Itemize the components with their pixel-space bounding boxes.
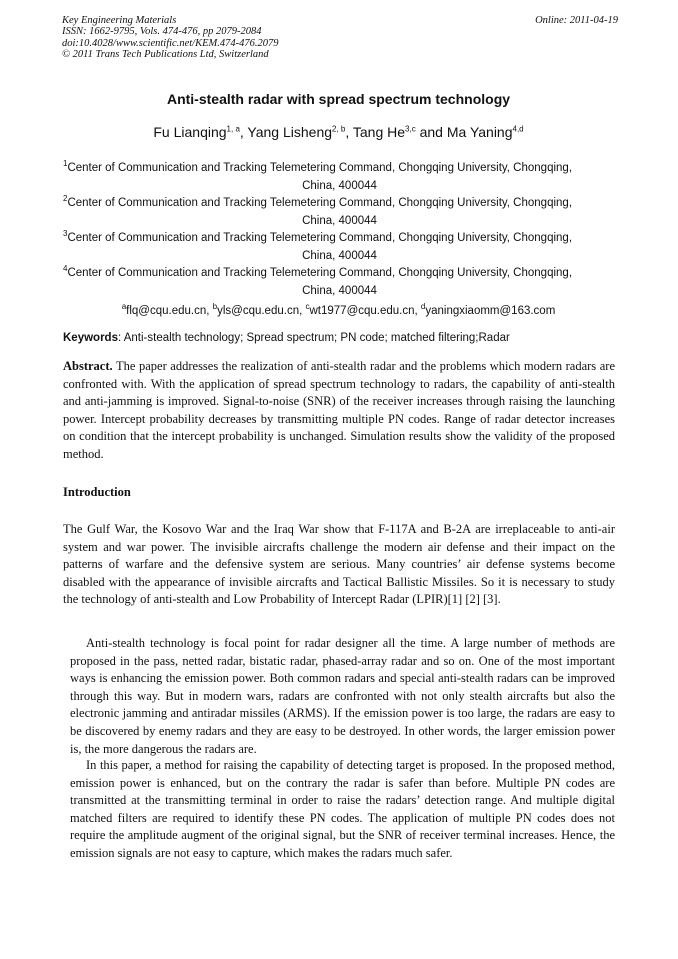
author-separator: , bbox=[239, 124, 248, 140]
affiliation-text: Center of Communication and Tracking Telemetering Command, Chongqing University, Chongqing, bbox=[67, 232, 573, 244]
affiliation-country: China, 400044 bbox=[302, 179, 377, 192]
affiliation-country: China, 400044 bbox=[302, 284, 377, 297]
abstract-text: The paper addresses the realization of anti-stealth radar and the problems which modern radars are confronted with. With the application of spread spectrum technology to radars, the capability of anti-stealth and anti-jamming is improved. Signal-to-noise (SNR) of the receiver increases through raising the launching power. Intercept probability decreases by transmitting multiple PN codes. Range of radar detector increases on condition that the intercept probability is unchanged. Simulation results show the validity of the proposed method. bbox=[63, 359, 615, 461]
author-name: Fu Lianqing bbox=[153, 124, 227, 140]
affiliation-country: China, 400044 bbox=[302, 249, 377, 262]
affiliation-text: Center of Communication and Tracking Telemetering Command, Chongqing University, Chongqing, bbox=[67, 197, 573, 209]
author-name: Tang He bbox=[352, 124, 406, 140]
affiliation-number: 3 bbox=[63, 229, 68, 239]
affiliation bbox=[63, 230, 616, 265]
copyright-line: © 2011 Trans Tech Publications Ltd, Switzerland bbox=[62, 49, 269, 61]
affiliation-number: 1 bbox=[63, 159, 68, 169]
author-name: Yang Lisheng bbox=[247, 124, 333, 140]
doi-line: doi:10.4028/www.scientific.net/KEM.474-476.2079 bbox=[62, 37, 279, 49]
email-superscript: a bbox=[121, 302, 127, 312]
author-superscript: 2, b bbox=[332, 124, 346, 134]
email-superscript: b bbox=[212, 302, 218, 312]
online-date: Online: 2011-04-19 bbox=[535, 15, 618, 26]
keywords-text: : Anti-stealth technology; Spread spectrum; PN code; matched filtering;Radar bbox=[117, 332, 510, 344]
author-superscript: 4,d bbox=[512, 124, 524, 134]
author-separator: , bbox=[345, 124, 353, 140]
abstract bbox=[63, 358, 615, 464]
affiliation-text: Center of Communication and Tracking Telemetering Command, Chongqing University, Chongqing, bbox=[67, 162, 573, 174]
paragraph: In this paper, a method for raising the capability of detecting target is proposed. In the proposed method, emission power is enhanced, but on the contrary the radar is safer than before. Multiple PN codes are transmitted at the transmitting terminal in order to raise the radars’ detection range. And multiple digital matched filters are required to identify these PN codes. The application of multiple PN codes does not require the amplitude augment of the original signal, but the SNR of receiver terminal increases. Hence, the emission signals are not easy to capture, which makes the radars much safer. bbox=[70, 758, 615, 860]
keywords-label: Keywords bbox=[63, 332, 118, 344]
affiliation-text: Center of Communication and Tracking Telemetering Command, Chongqing University, Chongqing, bbox=[67, 267, 573, 279]
paper-title: Anti-stealth radar with spread spectrum technology bbox=[166, 91, 511, 107]
issn-line: ISSN: 1662-9795, Vols. 474-476, pp 2079-2084 bbox=[62, 26, 262, 38]
author-name: Ma Yaning bbox=[446, 124, 513, 140]
affiliation bbox=[63, 195, 616, 230]
affiliation bbox=[63, 265, 616, 300]
email-superscript: c bbox=[305, 302, 310, 312]
affiliation-country: China, 400044 bbox=[302, 214, 377, 227]
author-separator: and bbox=[415, 124, 447, 140]
abstract-label: Abstract. bbox=[63, 359, 113, 373]
paragraph: The Gulf War, the Kosovo War and the Iraq War show that F-117A and B-2A are irreplaceable to anti-air system and war power. The invisible aircrafts challenge the modern air defense and their impact on the patterns of warfare and the defensive system are serious. Many countries’ air defense systems become disabled with the appearance of invisible aircrafts and Tactical Ballistic Missiles. So it is necessary to study the technology of anti-stealth and Low Probability of Intercept Radar (LPIR)[1] [2] [3]. bbox=[63, 522, 615, 607]
email-address: yls@cqu.edu.cn, bbox=[217, 305, 306, 317]
email-list bbox=[62, 304, 615, 319]
paragraph: Anti-stealth technology is focal point for radar designer all the time. A large number of methods are proposed in the pass, netted radar, bistatic radar, phased-array radar and so on. One of the most important ways is enhancing the emission power. Both common radars and special anti-stealth radars can be improved through this way. But in modern wars, radars are confronted with not only stealth aircrafts but also the electronic jamming and antiradar missiles (ARMS). If the emission power is too large, the radars are easy to be discovered by enemy radars and they are easy to be destroyed. In other words, the larger emission power is, the more dangerous the radars are. bbox=[70, 636, 615, 756]
affiliation-number: 2 bbox=[63, 194, 68, 204]
email-address: yaningxiaomm@163.com bbox=[425, 305, 556, 317]
email-address: flq@cqu.edu.cn, bbox=[126, 305, 213, 317]
author-list bbox=[62, 123, 615, 141]
email-address: wt1977@cqu.edu.cn, bbox=[309, 305, 421, 317]
author-superscript: 1, a bbox=[226, 124, 240, 134]
email-superscript: d bbox=[420, 302, 426, 312]
journal-header bbox=[62, 15, 618, 61]
journal-name: Key Engineering Materials bbox=[62, 15, 177, 26]
affiliation-number: 4 bbox=[63, 264, 68, 274]
affiliation bbox=[63, 160, 616, 195]
author-superscript: 3,c bbox=[405, 124, 416, 134]
section-heading: Introduction bbox=[63, 485, 131, 499]
keywords bbox=[63, 331, 616, 346]
